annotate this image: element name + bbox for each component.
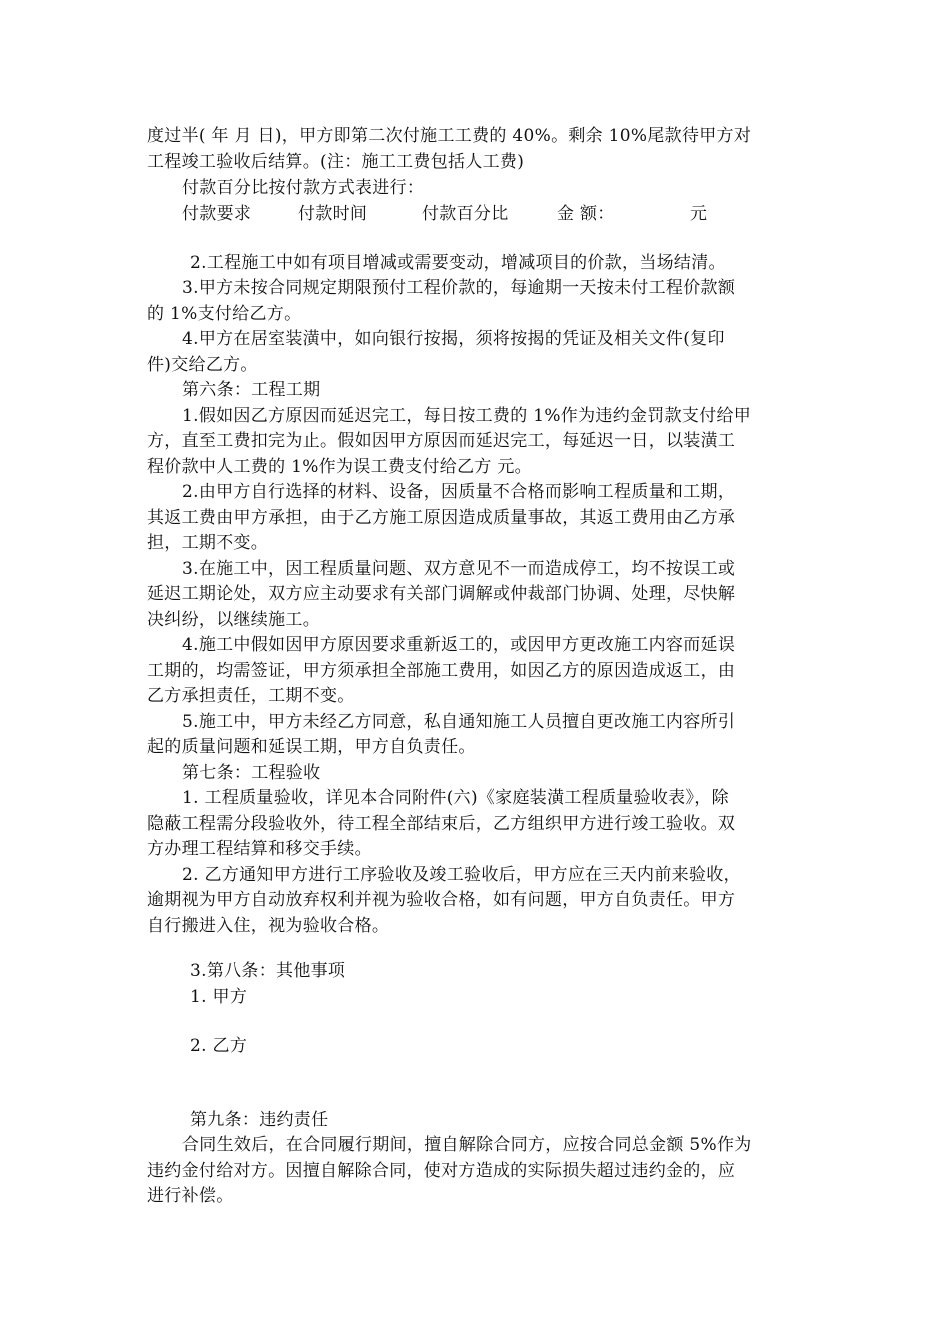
body-line: 逾期视为甲方自动放弃权利并视为验收合格，如有问题，甲方自负责任。甲方 xyxy=(147,890,736,910)
body-line: 3.甲方未按合同规定期限预付工程价款的，每逾期一天按未付工程价款额 xyxy=(182,278,736,298)
payment-col-percent: 付款百分比 xyxy=(422,204,509,224)
body-line: 乙方承担责任，工期不变。 xyxy=(147,686,355,706)
body-line: 违约金付给对方。因擅自解除合同，使对方造成的实际损失超过违约金的，应 xyxy=(147,1161,736,1181)
body-line: 其返工费由甲方承担，由于乙方施工原因造成质量事故，其返工费用由乙方承 xyxy=(147,508,736,528)
body-line: 程价款中人工费的 1%作为误工费支付给乙方 元。 xyxy=(147,457,532,477)
payment-col-amount: 金 额： xyxy=(557,204,615,224)
payment-col-unit: 元 xyxy=(690,204,708,224)
section-heading: 3.第八条：其他事项 xyxy=(190,961,346,981)
body-line: 1. 工程质量验收，详见本合同附件(六)《家庭装潢工程质量验收表》，除 xyxy=(182,788,729,808)
body-line: 2.工程施工中如有项目增减或需要变动，增减项目的价款，当场结清。 xyxy=(190,253,726,273)
body-line: 方，直至工费扣完为止。假如因甲方原因而延迟完工，每延迟一日，以装潢工 xyxy=(147,431,736,451)
list-item: 1. 甲方 xyxy=(190,987,248,1007)
body-line: 的 1%支付给乙方。 xyxy=(147,304,302,324)
body-line: 延迟工期论处，双方应主动要求有关部门调解或仲裁部门协调、处理，尽快解 xyxy=(147,584,736,604)
body-line: 隐蔽工程需分段验收外，待工程全部结束后，乙方组织甲方进行竣工验收。双 xyxy=(147,814,736,834)
body-line: 2. 乙方通知甲方进行工序验收及竣工验收后，甲方应在三天内前来验收， xyxy=(182,865,741,885)
body-line: 担，工期不变。 xyxy=(147,533,269,553)
body-line: 工程竣工验收后结算。(注：施工工费包括人工费) xyxy=(147,152,525,172)
body-line: 4.甲方在居室装潢中，如向银行按揭，须将按揭的凭证及相关文件(复印 xyxy=(182,329,725,349)
body-line: 合同生效后，在合同履行期间，擅自解除合同方，应按合同总金额 5%作为 xyxy=(182,1135,752,1155)
body-line: 工期的，均需签证，甲方须承担全部施工费用，如因乙方的原因造成返工，由 xyxy=(147,661,736,681)
payment-col-time: 付款时间 xyxy=(298,204,368,224)
body-line: 度过半( 年 月 日)，甲方即第二次付施工工费的 40%。剩余 10%尾款待甲方对 xyxy=(147,126,752,146)
body-line: 进行补偿。 xyxy=(147,1186,234,1206)
section-heading: 第六条：工程工期 xyxy=(182,380,321,400)
body-line: 4.施工中假如因甲方原因要求重新返工的，或因甲方更改施工内容而延误 xyxy=(182,635,736,655)
section-heading: 第九条：违约责任 xyxy=(190,1110,329,1130)
body-line: 3.在施工中，因工程质量问题、双方意见不一而造成停工，均不按误工或 xyxy=(182,559,736,579)
body-line: 起的质量问题和延误工期，甲方自负责任。 xyxy=(147,737,476,757)
body-line: 件)交给乙方。 xyxy=(147,355,258,375)
body-line: 1.假如因乙方原因而延迟完工，每日按工费的 1%作为违约金罚款支付给甲 xyxy=(182,406,752,426)
body-line: 2.由甲方自行选择的材料、设备，因质量不合格而影响工程质量和工期， xyxy=(182,482,736,502)
body-line: 5.施工中，甲方未经乙方同意，私自通知施工人员擅自更改施工内容所引 xyxy=(182,712,736,732)
body-line: 方办理工程结算和移交手续。 xyxy=(147,839,372,859)
section-heading: 第七条：工程验收 xyxy=(182,763,321,783)
body-line: 自行搬进入住，视为验收合格。 xyxy=(147,916,390,936)
body-line: 付款百分比按付款方式表进行： xyxy=(182,178,425,198)
list-item: 2. 乙方 xyxy=(190,1036,248,1056)
payment-col-requirement: 付款要求 xyxy=(182,204,252,224)
body-line: 决纠纷，以继续施工。 xyxy=(147,610,320,630)
